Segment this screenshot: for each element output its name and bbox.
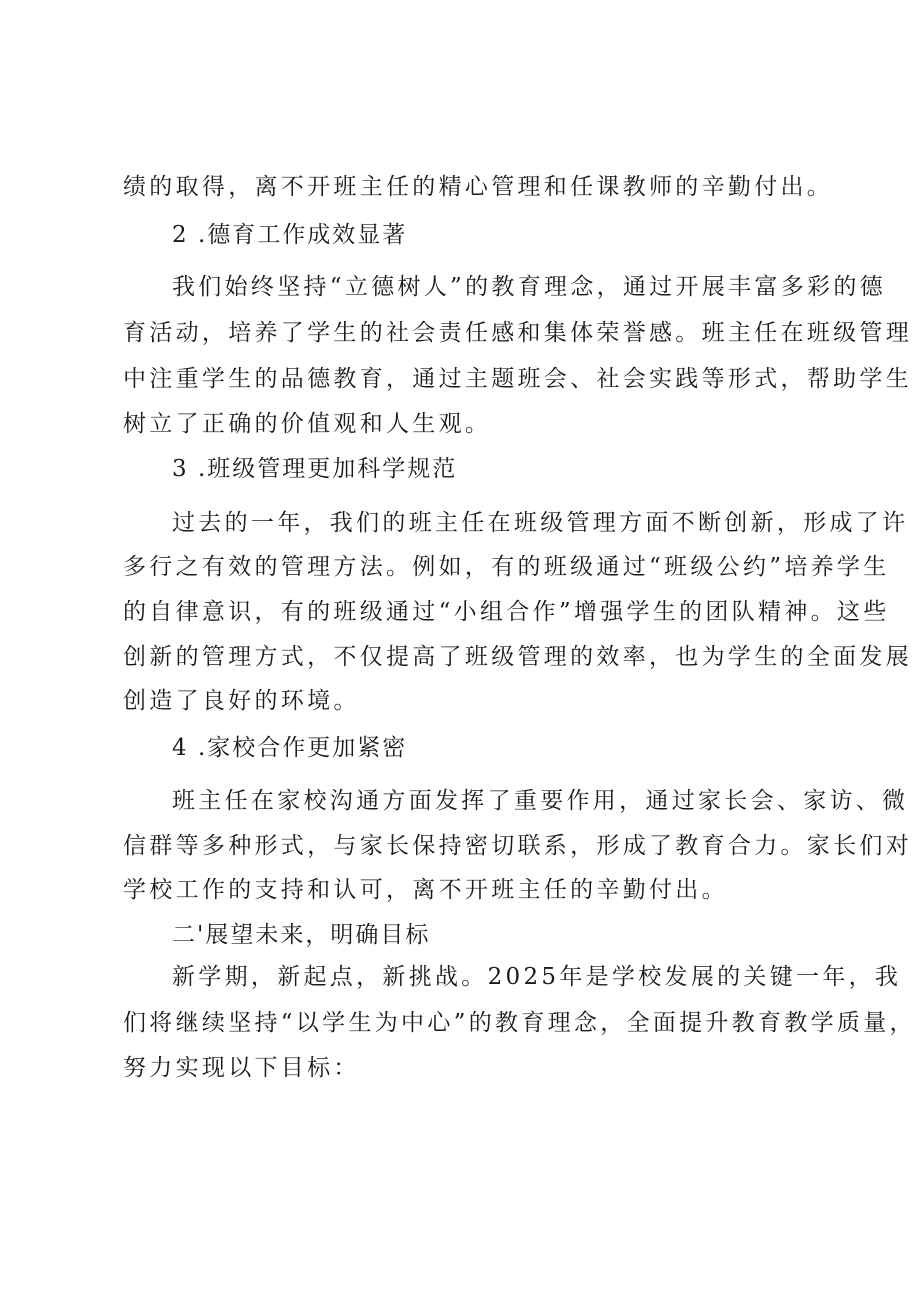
paragraph-line: 的自律意识，有的班级通过“小组合作”增强学生的团队精神。这些 <box>123 599 890 625</box>
paragraph-line: 努力实现以下目标： <box>123 1055 360 1081</box>
paragraph-line: 绩的取得，离不开班主任的精心管理和任课教师的辛勤付出。 <box>123 174 834 200</box>
paragraph-line: 创新的管理方式，不仅提高了班级管理的效率，也为学生的全面发展 <box>123 644 912 670</box>
paragraph-line: 我们始终坚持“立德树人”的教育理念，通过开展丰富多彩的德 <box>172 274 886 300</box>
section-heading: 3 .班级管理更加科学规范 <box>172 456 458 482</box>
paragraph-line: 们将继续坚持“以学生为中心”的教育理念，全面提升教育教学质量， <box>123 1010 916 1036</box>
paragraph-line: 多行之有效的管理方法。例如，有的班级通过“班级公约”培养学生 <box>123 554 890 580</box>
paragraph-line: 过去的一年，我们的班主任在班级管理方面不断创新，形成了许 <box>172 510 909 536</box>
paragraph-line: 班主任在家校沟通方面发挥了重要作用，通过家长会、家访、微 <box>172 788 909 814</box>
paragraph-line: 树立了正确的价值观和人生观。 <box>123 411 492 437</box>
paragraph-line: 创造了良好的环境。 <box>123 688 360 714</box>
paragraph-line: 育活动，培养了学生的社会责任感和集体荣誉感。班主任在班级管理 <box>123 320 912 346</box>
paragraph-line: 学校工作的支持和认可，离不开班主任的辛勤付出。 <box>123 877 728 903</box>
section-heading: 4 .家校合作更加紧密 <box>172 735 408 761</box>
paragraph-line: 中注重学生的品德教育，通过主题班会、社会实践等形式，帮助学生 <box>123 366 912 392</box>
paragraph-line: 新学期，新起点，新挑战。2025年是学校发展的关键一年，我 <box>172 964 902 990</box>
paragraph-line: 信群等多种形式，与家长保持密切联系，形成了教育合力。家长们对 <box>123 833 912 859</box>
section-heading: 二'展望未来，明确目标 <box>172 922 431 948</box>
section-heading: 2 .德育工作成效显著 <box>172 222 408 248</box>
